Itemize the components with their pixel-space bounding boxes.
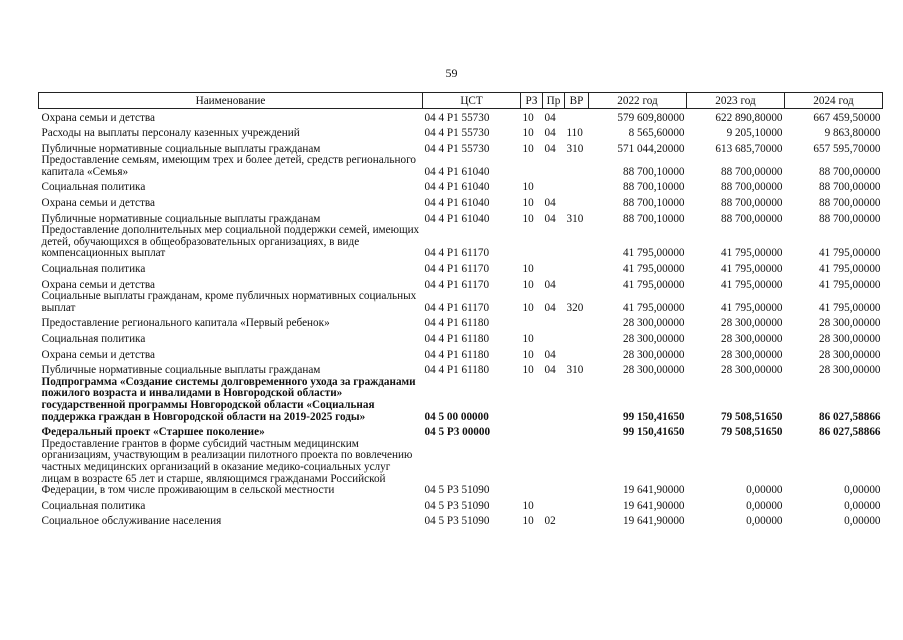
cell-pr — [543, 225, 565, 260]
cell-cst: 04 4 Р1 61040 — [424, 165, 490, 178]
cell-2024: 88 700,00000 — [818, 212, 881, 225]
header-2022: 2022 год — [589, 93, 687, 109]
cell-cst: 04 4 Р1 61040 — [424, 181, 490, 194]
header-2024: 2024 год — [785, 93, 883, 109]
cell-2024: 41 795,00000 — [818, 301, 881, 314]
cell-pr — [543, 423, 565, 439]
cell-pr — [543, 178, 565, 194]
table-row — [39, 361, 883, 377]
cell-rz — [521, 423, 543, 439]
cell-name: Публичные нормативные социальные выплаты гражданам — [41, 212, 321, 225]
cell-name: Социальная политика — [41, 333, 146, 345]
cell-rz: 10 — [522, 197, 534, 210]
cell-pr — [543, 330, 565, 346]
cell-cst: 04 4 Р1 61180 — [424, 348, 490, 361]
cell-pr: 04 — [544, 348, 556, 361]
cell-cst: 04 4 Р1 61180 — [424, 364, 490, 377]
cell-name: Социальная политика — [41, 499, 146, 512]
cell-cst: 04 4 Р1 61170 — [424, 301, 490, 314]
cell-2023: 41 795,00000 — [720, 263, 783, 276]
cell-2022: 19 641,90000 — [622, 484, 685, 497]
cell-vr — [565, 155, 589, 178]
cell-2023: 9 205,10000 — [726, 127, 783, 140]
header-rz: РЗ — [521, 93, 543, 109]
header-name: Наименование — [39, 93, 423, 109]
cell-vr — [565, 512, 589, 528]
cell-2024: 657 595,70000 — [813, 142, 881, 155]
budget-table — [38, 92, 883, 528]
cell-2022: 88 700,10000 — [622, 212, 685, 225]
cell-cst: 04 4 Р1 61180 — [424, 317, 490, 330]
table-row — [39, 109, 883, 125]
cell-vr — [565, 109, 589, 125]
cell-pr: 04 — [544, 197, 556, 210]
cell-vr: 310 — [566, 212, 584, 225]
cell-vr: 310 — [566, 142, 584, 155]
cell-2024: 0,00000 — [844, 515, 881, 528]
cell-2022: 579 609,80000 — [617, 111, 685, 124]
cell-rz: 10 — [522, 364, 534, 377]
cell-2023: 41 795,00000 — [720, 247, 783, 260]
cell-2023: 28 300,00000 — [720, 364, 783, 377]
cell-name: Охрана семьи и детства — [41, 111, 155, 124]
cell-name: Федеральный проект «Старшее поколение» — [41, 426, 265, 439]
cell-2023: 88 700,00000 — [720, 181, 783, 194]
cell-2022: 88 700,10000 — [622, 165, 685, 178]
cell-pr: 02 — [544, 515, 556, 528]
cell-vr — [565, 439, 589, 497]
cell-2024: 28 300,00000 — [818, 348, 881, 361]
cell-2023: 0,00000 — [746, 499, 783, 512]
table-row — [39, 155, 883, 178]
cell-pr: 04 — [544, 301, 556, 314]
cell-name: Охрана семьи и детства — [41, 278, 155, 291]
cell-pr: 04 — [544, 212, 556, 225]
cell-vr — [565, 178, 589, 194]
cell-2023: 28 300,00000 — [720, 348, 783, 361]
cell-name: Расходы на выплаты персоналу казенных учреждений — [41, 127, 300, 140]
cell-pr: 04 — [544, 127, 556, 140]
cell-vr — [565, 276, 589, 292]
table-row — [39, 346, 883, 362]
cell-2022: 41 795,00000 — [622, 263, 685, 276]
cell-2022: 99 150,41650 — [622, 426, 685, 439]
cell-vr: 320 — [566, 301, 584, 314]
cell-name: Предоставление семьям, имеющим трех и более детей, средств регионального капитала «Семья» — [41, 154, 416, 178]
table-row — [39, 260, 883, 276]
header-2023: 2023 год — [687, 93, 785, 109]
cell-rz: 10 — [522, 212, 534, 225]
cell-2022: 41 795,00000 — [622, 278, 685, 291]
cell-2023: 79 508,51650 — [720, 410, 783, 423]
cell-cst: 04 5 Р3 51090 — [424, 499, 490, 512]
table-row — [39, 439, 883, 497]
cell-2022: 41 795,00000 — [622, 247, 685, 260]
cell-2024: 28 300,00000 — [818, 364, 881, 377]
cell-cst: 04 4 Р1 61170 — [424, 247, 490, 260]
cell-name: Охрана семьи и детства — [41, 348, 155, 361]
table-row — [39, 194, 883, 210]
cell-2022: 28 300,00000 — [622, 364, 685, 377]
cell-vr: 310 — [566, 364, 584, 377]
cell-rz — [521, 377, 543, 423]
cell-cst: 04 5 Р3 00000 — [424, 426, 491, 439]
cell-vr — [565, 346, 589, 362]
cell-vr — [565, 497, 589, 513]
cell-vr: 110 — [566, 127, 583, 140]
table-row — [39, 225, 883, 260]
cell-2024: 667 459,50000 — [813, 111, 881, 124]
cell-2024: 86 027,58866 — [818, 426, 881, 439]
cell-pr — [543, 497, 565, 513]
header-vr: ВР — [565, 93, 589, 109]
cell-name: Публичные нормативные социальные выплаты гражданам — [41, 142, 321, 155]
cell-2023: 88 700,00000 — [720, 165, 783, 178]
cell-cst: 04 4 Р1 61170 — [424, 278, 490, 291]
cell-rz — [521, 225, 543, 260]
table-row — [39, 497, 883, 513]
page-number: 59 — [445, 66, 458, 80]
cell-2024: 0,00000 — [844, 499, 881, 512]
cell-rz — [521, 155, 543, 178]
cell-2023: 88 700,00000 — [720, 197, 783, 210]
cell-rz: 10 — [522, 348, 534, 361]
cell-vr — [565, 423, 589, 439]
cell-2022: 88 700,10000 — [622, 181, 685, 194]
cell-cst: 04 4 Р1 55730 — [424, 127, 490, 140]
cell-2023: 88 700,00000 — [720, 212, 783, 225]
table-body — [39, 109, 883, 528]
table-row — [39, 140, 883, 156]
cell-2024: 0,00000 — [844, 484, 881, 497]
cell-cst: 04 4 Р1 55730 — [424, 111, 490, 124]
cell-2024: 28 300,00000 — [818, 317, 881, 330]
cell-vr — [565, 314, 589, 330]
cell-pr — [543, 260, 565, 276]
cell-cst: 04 4 Р1 61040 — [424, 212, 490, 225]
cell-2024: 28 300,00000 — [818, 333, 881, 345]
table-row — [39, 276, 883, 292]
cell-2022: 8 565,60000 — [628, 127, 685, 140]
cell-pr — [543, 377, 565, 423]
cell-pr — [543, 314, 565, 330]
table-row — [39, 124, 883, 140]
cell-vr — [565, 194, 589, 210]
cell-2024: 88 700,00000 — [818, 197, 881, 210]
cell-2022: 571 044,20000 — [617, 142, 685, 155]
cell-2023: 41 795,00000 — [720, 301, 783, 314]
cell-2022: 28 300,00000 — [622, 333, 685, 345]
cell-rz: 10 — [522, 142, 534, 155]
table-row — [39, 178, 883, 194]
cell-2023: 41 795,00000 — [720, 278, 783, 291]
cell-2022: 28 300,00000 — [622, 317, 685, 330]
cell-2022: 19 641,90000 — [622, 499, 685, 512]
cell-2024: 88 700,00000 — [818, 165, 881, 178]
cell-name: Социальная политика — [41, 181, 146, 194]
cell-2024: 88 700,00000 — [818, 181, 881, 194]
cell-2022: 88 700,10000 — [622, 197, 685, 210]
cell-vr — [565, 260, 589, 276]
cell-rz: 10 — [522, 263, 534, 276]
table-row — [39, 210, 883, 226]
cell-2022: 99 150,41650 — [622, 410, 685, 423]
cell-vr — [565, 330, 589, 346]
cell-2022: 19 641,90000 — [622, 515, 685, 528]
cell-name: Предоставление дополнительных мер социальной поддержки семей, имеющих детей, обучающихся в общеобразовательных организациях, в виде компенсационных выплат — [41, 224, 420, 260]
table-row — [39, 377, 883, 423]
cell-2023: 28 300,00000 — [720, 317, 783, 330]
cell-cst: 04 5 Р3 51090 — [424, 484, 490, 497]
cell-cst: 04 4 Р1 55730 — [424, 142, 490, 155]
cell-pr — [543, 155, 565, 178]
cell-name: Социальная политика — [41, 263, 146, 276]
cell-rz: 10 — [522, 127, 534, 140]
cell-2024: 9 863,80000 — [824, 127, 881, 140]
cell-rz — [521, 314, 543, 330]
cell-2023: 79 508,51650 — [720, 426, 783, 439]
table-row — [39, 423, 883, 439]
cell-vr — [565, 225, 589, 260]
cell-2023: 28 300,00000 — [720, 333, 783, 345]
header-pr: Пр — [543, 93, 565, 109]
cell-pr — [543, 439, 565, 497]
cell-name: Подпрограмма «Создание системы долговременного ухода за гражданами пожилого возраста и инвалидами в Новгородской области» государственной программы Новгородской области «Социальная поддержка граждан в Новгородской области на 2019-2025 годы» — [41, 375, 416, 423]
cell-name: Публичные нормативные социальные выплаты гражданам — [41, 364, 321, 377]
cell-name: Охрана семьи и детства — [41, 197, 155, 210]
table-row — [39, 291, 883, 314]
cell-2023: 622 890,80000 — [715, 111, 783, 124]
cell-pr: 04 — [544, 111, 556, 124]
cell-vr — [565, 377, 589, 423]
cell-rz: 10 — [522, 499, 534, 512]
cell-cst: 04 5 Р3 51090 — [424, 515, 490, 528]
table-row — [39, 314, 883, 330]
cell-name: Предоставление грантов в форме субсидий частным медицинским организациям, участвующим в реализации пилотного проекта по вовлечению частных медицинских организаций в оказание медико-социальных услуг лицам в возрасте 65 лет и старше, являющимся гражданами Российской Федерации, в том числе проживающим в сельской местности — [41, 437, 413, 497]
cell-name: Социальные выплаты гражданам, кроме публичных нормативных социальных выплат — [41, 290, 417, 314]
table-row — [39, 330, 883, 346]
cell-2024: 41 795,00000 — [818, 247, 881, 260]
cell-2023: 0,00000 — [746, 484, 783, 497]
cell-name: Социальное обслуживание населения — [41, 515, 222, 528]
cell-rz: 10 — [522, 515, 534, 528]
cell-cst: 04 4 Р1 61040 — [424, 197, 490, 210]
cell-pr: 04 — [544, 278, 556, 291]
cell-pr: 04 — [544, 364, 556, 377]
cell-cst: 04 4 Р1 61180 — [424, 333, 490, 345]
cell-2024: 41 795,00000 — [818, 263, 881, 276]
header-cst: ЦСТ — [423, 93, 521, 109]
cell-rz — [521, 439, 543, 497]
cell-rz: 10 — [522, 333, 534, 345]
cell-cst: 04 4 Р1 61170 — [424, 263, 490, 276]
cell-pr: 04 — [544, 142, 556, 155]
cell-rz: 10 — [522, 301, 534, 314]
cell-rz: 10 — [522, 278, 534, 291]
cell-2023: 613 685,70000 — [715, 142, 783, 155]
table-header-row — [39, 93, 883, 109]
cell-2023: 0,00000 — [746, 515, 783, 528]
cell-2024: 41 795,00000 — [818, 278, 881, 291]
cell-rz: 10 — [522, 181, 534, 194]
cell-cst: 04 5 00 00000 — [424, 410, 489, 423]
cell-2024: 86 027,58866 — [818, 410, 881, 423]
cell-rz: 10 — [522, 111, 534, 124]
cell-name: Предоставление регионального капитала «Первый ребенок» — [41, 317, 330, 330]
cell-2022: 41 795,00000 — [622, 301, 685, 314]
table-row — [39, 512, 883, 528]
cell-2022: 28 300,00000 — [622, 348, 685, 361]
